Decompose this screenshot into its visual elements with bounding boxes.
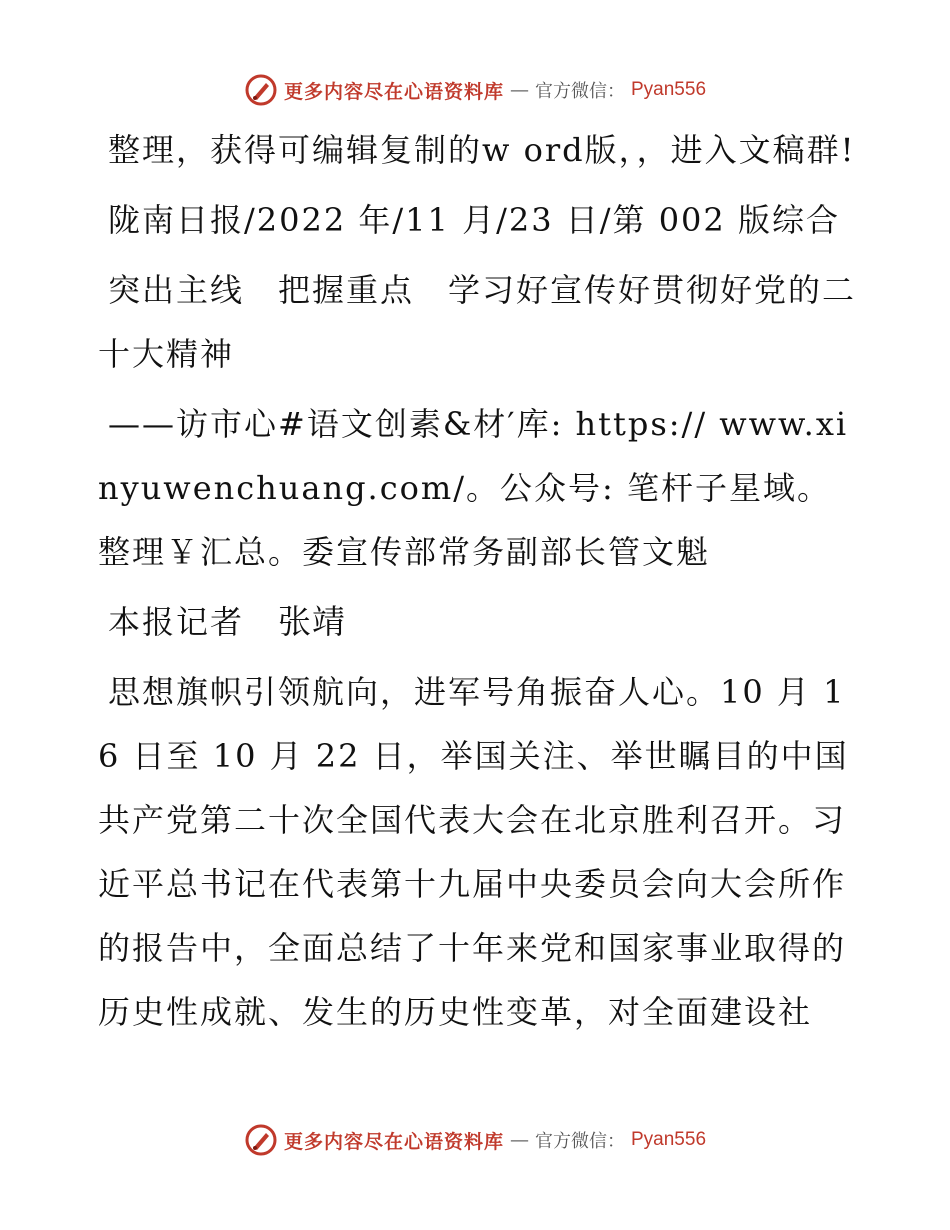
banner-dash: — (510, 79, 529, 101)
byline (98, 590, 858, 654)
banner-account: Pyan556 (631, 1129, 707, 1150)
intro-paragraph: 整理，获得可编辑复制的w ord版，，进入文稿群! (108, 131, 856, 169)
banner-subtitle: 官方微信： (535, 1131, 625, 1152)
subtitle: ——访市心#语文创素&材′库: https:// www.xinyuwenchuang.com/。公众号: 笔杆子星域。整理￥汇总。委宣传部常务副部长管文魁 (98, 405, 849, 571)
article-body (98, 118, 858, 1050)
byline-prefix: 本报记者 (108, 603, 279, 641)
banner-subtitle: 官方微信： (535, 81, 625, 102)
footer-watermark-banner (0, 1120, 950, 1160)
banner-account: Pyan556 (631, 79, 707, 100)
pen-logo-icon (244, 73, 278, 107)
banner-title: 更多内容尽在心语资料库 (283, 80, 504, 103)
banner-title: 更多内容尽在心语资料库 (283, 1130, 504, 1153)
headline: 突出主线 把握重点 学习好宣传好贯彻好党的二十大精神 (98, 271, 857, 373)
reporter-name: 张靖 (278, 602, 347, 641)
header-watermark-banner (0, 70, 950, 110)
pen-logo-icon (244, 1123, 278, 1157)
banner-dash: — (510, 1129, 529, 1151)
source-line: 陇南日报/2022 年/11 月/23 日/第 002 版综合 (108, 201, 840, 239)
body-paragraph: 思想旗帜引领航向，进军号角振奋人心。10 月 16 日至 10 月 22 日，举国关注、举世瞩目的中国共产党第二十次全国代表大会在北京胜利召开。习近平总书记在代表第十九届中央委员会向大会所作的报告中，全面总结了十年来党和国家事业取得的历史性成就、发生的历史性变革，对全面建设社 (98, 673, 849, 1031)
